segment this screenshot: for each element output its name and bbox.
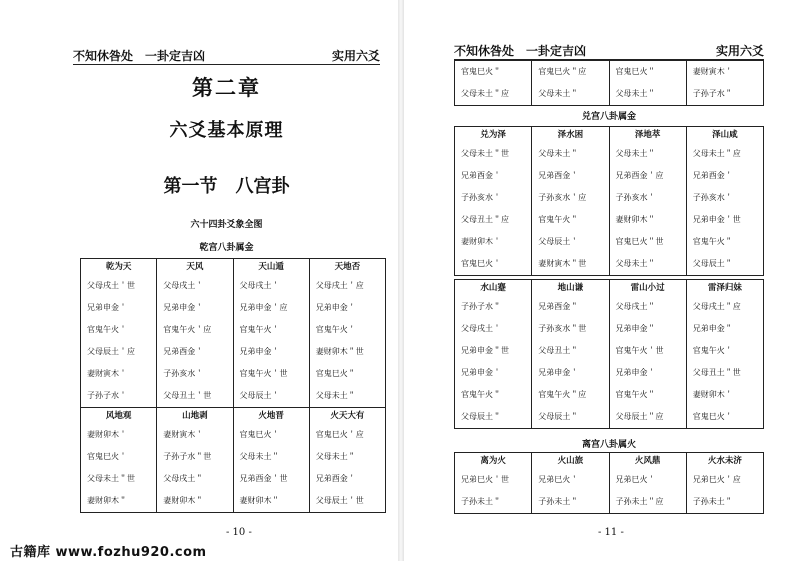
yao-line: 兄弟巳火＇ — [615, 475, 656, 484]
hexagram-name: 泽山咸 — [712, 130, 738, 140]
yao-line: 官鬼午火＇世 — [239, 369, 288, 378]
yao-line: 官鬼巳火＇ — [87, 452, 127, 461]
yao-line: 妻财寅木＇ — [163, 430, 204, 439]
yao-line: 父母丑土＂应 — [461, 215, 509, 224]
hexagram-cell — [157, 408, 233, 513]
hexagram-cell — [233, 259, 309, 408]
yao-line: 官鬼午火＂应 — [538, 390, 587, 399]
yao-line: 父母未土＂世 — [461, 149, 509, 158]
hexagram-name: 兑为泽 — [480, 130, 506, 140]
yao-line: 父母辰土＇ — [538, 237, 579, 246]
yao-line: 父母辰土＇应 — [87, 347, 135, 356]
page-number: - 10 - — [226, 527, 252, 538]
yao-line: 子孙亥水＇ — [163, 369, 204, 378]
chapter-subtitle: 六爻基本原理 — [169, 120, 284, 141]
yao-line: 妻财卯木＇ — [461, 237, 501, 246]
yao-line: 妻财卯木＂ — [163, 496, 204, 505]
yao-line: 子孙子水＂ — [461, 302, 501, 311]
yao-line: 妻财卯木＇ — [87, 430, 127, 439]
yao-line: 兄弟酉金＇ — [163, 347, 204, 356]
yao-line: 父母辰土＂ — [692, 259, 733, 268]
yao-line: 子孙亥水＇ — [692, 193, 733, 202]
hexagram-cell — [309, 408, 385, 513]
yao-line: 官鬼巳火＂ — [615, 67, 656, 76]
hexagram-cell — [233, 408, 309, 513]
hexagram-cell — [686, 453, 763, 514]
yao-line: 父母戌土＂ — [163, 474, 204, 483]
hexagram-name: 天地否 — [334, 262, 361, 272]
yao-line: 父母戌土＂应 — [692, 302, 741, 311]
yao-line: 官鬼巳火＂ — [315, 369, 356, 378]
section-title: 第一节 八宫卦 — [163, 176, 290, 197]
hexagram-grid-2 — [80, 407, 386, 513]
hexagram-cell — [455, 280, 532, 429]
yao-line: 父母未土＂ — [538, 89, 579, 98]
hexagram-name: 离为火 — [480, 456, 506, 466]
header-left-text: 不知休咎处 一卦定吉凶 — [73, 49, 206, 63]
yao-line: 兄弟申金＂ — [692, 324, 733, 333]
yao-line: 官鬼午火＇应 — [163, 325, 212, 334]
yao-line: 官鬼午火＇ — [239, 325, 280, 334]
yao-line: 父母未土＂ — [615, 149, 656, 158]
hexagram-grid-1 — [80, 258, 386, 408]
yao-line: 子孙子水＂世 — [163, 452, 212, 461]
yao-line: 子孙未土＂ — [692, 497, 733, 506]
yao-line: 父母辰土＂ — [538, 412, 579, 421]
hexagram-name: 雷山小过 — [630, 283, 665, 293]
yao-line: 兄弟申金＇ — [163, 303, 204, 312]
yao-line: 官鬼午火＇世 — [615, 346, 664, 355]
yao-line: 兄弟申金＂世 — [461, 346, 509, 355]
yao-line: 官鬼午火＂ — [692, 237, 733, 246]
hexagram-name: 火天大有 — [330, 411, 365, 421]
yao-line: 妻财卯木＂世 — [315, 347, 364, 356]
yao-line: 父母丑土＂世 — [692, 368, 741, 377]
table-title: 六十四卦爻象全图 — [190, 220, 263, 230]
yao-line: 父母戌土＇ — [239, 281, 280, 290]
hexagram-cell — [157, 259, 233, 408]
yao-line: 兄弟申金＇ — [461, 368, 501, 377]
hexagram-name: 泽水困 — [557, 130, 584, 140]
hexagram-cell — [686, 61, 763, 106]
header-right-text: 实用六爻 — [715, 44, 764, 58]
yao-line: 子孙子水＂ — [692, 89, 733, 98]
header-left-text: 不知休咎处 一卦定吉凶 — [454, 44, 587, 58]
yao-line: 官鬼巳火＂ — [461, 67, 501, 76]
hexagram-cell — [609, 280, 686, 429]
yao-line: 父母辰土＇世 — [315, 496, 364, 505]
hexagram-cell — [686, 127, 763, 276]
right-page — [406, 0, 793, 561]
yao-line: 兄弟酉金＂ — [538, 302, 579, 311]
hexagram-cell — [532, 61, 609, 106]
yao-line: 父母丑土＂ — [538, 346, 579, 355]
palace-title-qian: 乾宫八卦属金 — [199, 243, 254, 253]
yao-line: 兄弟申金＇ — [239, 347, 280, 356]
yao-line: 父母未土＂ — [239, 452, 280, 461]
watermark: 古籍库 www.fozhu920.com — [10, 545, 207, 560]
hexagram-cell — [81, 259, 157, 408]
yao-line: 妻财卯木＇ — [692, 390, 733, 399]
yao-line: 父母戌土＇应 — [315, 281, 364, 290]
yao-line: 子孙亥水＂世 — [538, 324, 587, 333]
yao-line: 兄弟申金＇世 — [692, 215, 741, 224]
yao-line: 兄弟酉金＇世 — [239, 474, 288, 483]
yao-line: 官鬼午火＇ — [315, 325, 356, 334]
yao-line: 兄弟酉金＇ — [692, 171, 733, 180]
hexagram-name: 乾为天 — [105, 262, 132, 272]
yao-line: 父母未土＂ — [615, 89, 656, 98]
hexagram-name: 水山蹇 — [480, 283, 506, 293]
hexagram-cell — [309, 259, 385, 408]
yao-line: 官鬼午火＂ — [615, 390, 656, 399]
hexagram-name: 火水未济 — [707, 456, 742, 466]
hexagram-name: 天风 — [186, 262, 204, 272]
yao-line: 父母未土＂ — [315, 452, 356, 461]
yao-line: 官鬼巳火＂世 — [615, 237, 664, 246]
yao-line: 父母未土＂应 — [461, 89, 509, 98]
hexagram-name: 风地观 — [105, 411, 132, 421]
yao-line: 父母未土＂ — [315, 391, 356, 400]
yao-line: 父母戌土＇ — [461, 324, 501, 333]
yao-line: 父母未土＂应 — [692, 149, 741, 158]
hexagram-cell — [532, 453, 609, 514]
yao-line: 父母辰土＂ — [461, 412, 501, 421]
palace-title-dui: 兑宫八卦属金 — [581, 112, 636, 122]
yao-line: 父母辰土＇ — [239, 391, 280, 400]
hexagram-grid-4 — [454, 279, 764, 429]
yao-line: 子孙未土＂ — [461, 497, 501, 506]
yao-line: 父母戌土＇ — [163, 281, 204, 290]
yao-line: 兄弟申金＇ — [315, 303, 356, 312]
hexagram-cell — [455, 453, 532, 514]
yao-line: 子孙未土＂ — [538, 497, 579, 506]
running-header — [454, 42, 764, 60]
hexagram-name: 天山遁 — [258, 262, 284, 272]
yao-line: 父母戌土＇世 — [87, 281, 135, 290]
yao-line: 妻财卯木＂ — [615, 215, 656, 224]
yao-line: 官鬼巳火＇ — [692, 412, 733, 421]
yao-line: 官鬼巳火＂应 — [538, 67, 587, 76]
yao-line: 父母戌土＂ — [615, 302, 656, 311]
yao-line: 妻财卯木＂ — [87, 496, 127, 505]
yao-line: 兄弟申金＇ — [87, 303, 127, 312]
hexagram-grid-5 — [454, 452, 764, 514]
yao-line: 兄弟酉金＇应 — [615, 171, 664, 180]
yao-line: 父母未土＂ — [538, 149, 579, 158]
yao-line: 兄弟酉金＇ — [315, 474, 356, 483]
hexagram-name: 山地剥 — [182, 411, 208, 421]
yao-line: 官鬼午火＇ — [692, 346, 733, 355]
yao-line: 父母未土＂ — [615, 259, 656, 268]
yao-line: 子孙未土＂应 — [615, 497, 664, 506]
hexagram-cell — [455, 127, 532, 276]
yao-line: 妻财寅木＇ — [692, 67, 733, 76]
yao-line: 妻财卯木＂ — [239, 496, 280, 505]
yao-line: 妻财寅木＂世 — [538, 259, 587, 268]
yao-line: 妻财寅木＇ — [87, 369, 127, 378]
hexagram-name: 火山旅 — [557, 456, 584, 466]
palace-title-li: 离宫八卦属火 — [581, 440, 636, 450]
hexagram-cell — [609, 453, 686, 514]
yao-line: 父母未土＂世 — [87, 474, 135, 483]
chapter-title: 第二章 — [192, 75, 261, 100]
yao-line: 子孙亥水＇应 — [538, 193, 587, 202]
yao-line: 官鬼午火＂ — [538, 215, 579, 224]
yao-line: 子孙亥水＇ — [461, 193, 501, 202]
yao-line: 兄弟酉金＇ — [538, 171, 579, 180]
hexagram-name: 地山谦 — [557, 283, 584, 293]
hexagram-name: 雷泽归妹 — [707, 283, 742, 293]
page-number: - 11 - — [598, 527, 624, 538]
yao-line: 官鬼巳火＇应 — [315, 430, 364, 439]
yao-line: 兄弟申金＂ — [615, 324, 656, 333]
yao-line: 父母丑土＇世 — [163, 391, 212, 400]
hexagram-name: 泽地萃 — [634, 130, 661, 140]
yao-line: 兄弟巳火＇应 — [692, 475, 741, 484]
hexagram-cell — [609, 127, 686, 276]
hexagram-grid-continued — [454, 60, 764, 106]
yao-line: 兄弟巳火＇世 — [461, 475, 509, 484]
yao-line: 子孙子水＇ — [87, 391, 127, 400]
yao-line: 兄弟申金＇应 — [239, 303, 288, 312]
yao-line: 官鬼午火＇ — [87, 325, 127, 334]
yao-line: 官鬼午火＂ — [461, 390, 501, 399]
hexagram-cell — [455, 61, 532, 106]
hexagram-cell — [532, 280, 609, 429]
yao-line: 兄弟酉金＇ — [461, 171, 501, 180]
hexagram-cell — [609, 61, 686, 106]
hexagram-cell — [81, 408, 157, 513]
hexagram-cell — [532, 127, 609, 276]
yao-line: 兄弟巳火＇ — [538, 475, 579, 484]
yao-line: 官鬼巳火＇ — [461, 259, 501, 268]
hexagram-grid-3 — [454, 126, 764, 276]
hexagram-name: 火地晋 — [258, 411, 284, 421]
yao-line: 兄弟申金＇ — [615, 368, 656, 377]
yao-line: 兄弟申金＇ — [538, 368, 579, 377]
yao-line: 子孙亥水＇ — [615, 193, 656, 202]
yao-line: 父母辰土＂应 — [615, 412, 664, 421]
hexagram-cell — [686, 280, 763, 429]
header-right-text: 实用六爻 — [331, 49, 380, 63]
hexagram-name: 火风鼎 — [634, 456, 661, 466]
yao-line: 官鬼巳火＇ — [239, 430, 280, 439]
running-header — [73, 47, 380, 65]
